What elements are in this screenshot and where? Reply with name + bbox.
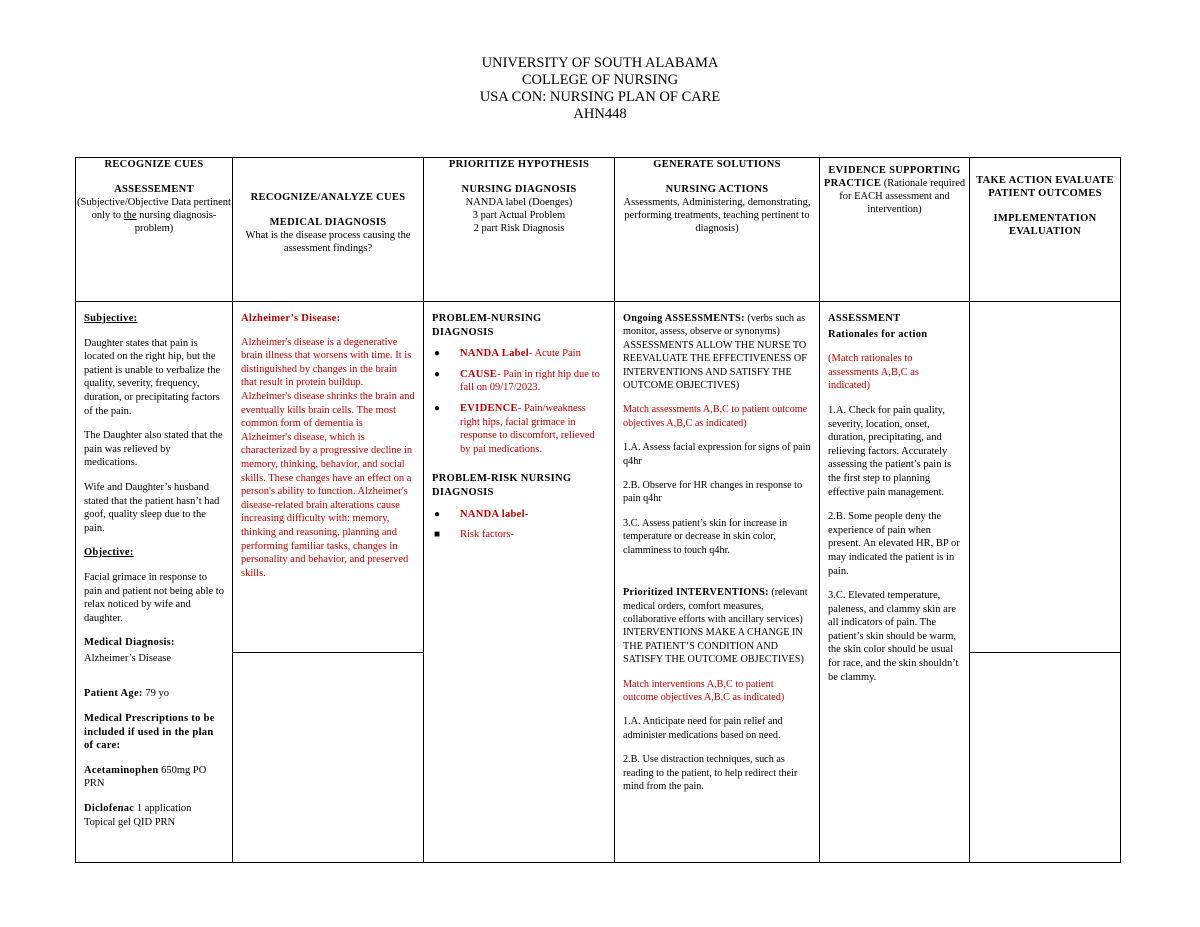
nursing-diagnosis-cell: [424, 302, 615, 863]
objective-label: Objective:: [84, 547, 134, 559]
list-item: ● NANDA Label- Acute Pain: [434, 348, 581, 360]
header-analyze-cues: RECOGNIZE/ANALYZE CUES MEDICAL DIAGNOSIS What is the disease process causing the assessment findings?: [233, 158, 424, 302]
bullet-icon: ●: [434, 368, 441, 380]
rationale-subheading: Rationales for action: [828, 328, 928, 340]
list-item: ● EVIDENCE- Pain/weakness right hips, facial grimace in response to discomfort, relieved by pai medications.: [434, 402, 595, 455]
objective-finding: Facial grimace in response to pain and patient not being able to relax noticed by wife and daughter.: [84, 571, 224, 624]
evaluation-cell-lower: [970, 653, 1121, 863]
medical-diagnosis-cell: [233, 302, 424, 653]
college-name: COLLEGE OF NURSING: [521, 72, 679, 88]
match-interventions-note: Match interventions A,B,C to patient outcome objectives A,B,C as indicated): [623, 678, 785, 703]
problem-diagnosis-list: [432, 347, 606, 456]
subjective-label: Subjective:: [84, 313, 138, 324]
medical-diagnosis-label: Medical Diagnosis:: [84, 637, 175, 649]
bullet-icon: ●: [434, 508, 441, 520]
disease-heading: Alzheimer’s Disease:: [241, 313, 341, 324]
subjective-finding: Daughter states that pain is located on the right hip, but the patient is unable to verbalize the quality, severity, frequency, duration, or precipitating factors of the pain.: [84, 337, 221, 417]
subjective-finding: The Daughter also stated that the pain was relieved by medications.: [84, 430, 223, 469]
intervention-item: 2.B. Use distraction techniques, such as reading to the patient, to help redirect their mind from the pain.: [623, 754, 798, 792]
bullet-icon: ●: [434, 402, 441, 414]
rationale-item: 1.A. Check for pain quality, severity, location, onset, duration, precipitating, and relieving factors. Accurately assessing the patient’s pain is the first step to planning effective pain management.: [828, 404, 952, 498]
medical-diagnosis-value: Alzheimer’s Disease: [84, 652, 171, 664]
assessment-cell: [76, 302, 233, 863]
list-item: ● CAUSE- Pain in right hip due to fall on 09/17/2023.: [434, 368, 600, 394]
document-header: [0, 55, 1200, 123]
prioritized-interventions: Prioritized INTERVENTIONS: (relevant medical orders, comfort measures, collaborative efforts with ancillary services) INTERVENTIONS MAKE A CHANGE IN THE PATIENT’S CONDITION AND SATISFY THE OUTCOME OBJECTIVES): [623, 587, 808, 666]
rationale-item: 3.C. Elevated temperature, paleness, and clammy skin are all indicators of pain. The patient’s skin should be warm, the skin color should be usual for race, and the skin shouldn’t be clammy.: [828, 590, 959, 683]
intervention-item: 1.A. Anticipate need for pain relief and administer medications based on need.: [623, 716, 783, 741]
prescription-item: Diclofenac 1 application Topical gel QID PRN: [84, 803, 192, 828]
header-generate-solutions: GENERATE SOLUTIONS NURSING ACTIONS Assessments, Administering, demonstrating, performing treatments, teaching pertinent to diagnosis): [615, 158, 820, 302]
evaluation-cell-upper: [970, 302, 1121, 653]
header-evidence-practice: EVIDENCE SUPPORTING PRACTICE (Rationale required for EACH assessment and intervention): [820, 158, 970, 302]
rationale-heading: ASSESSMENT: [828, 313, 901, 324]
nursing-actions-cell: [615, 302, 820, 863]
disease-description: Alzheimer's disease is a degenerative brain illness that worsens with time. It is distinguished by changes in the brain that result in protein buildup. Alzheimer's disease shrinks the brain and eventually kills brain cells. The most common form of dementia is Alzheimer's disease, which is characterized by a progressive decline in memory, thinking, behavior, and social skills. These changes have an effect on a person's ability to function. Alzheimer's disease-related brain alterations cause increasing difficulty with: memory, thinking and reasoning, planning and performing familiar tasks, changes in personality and behavior, and preserved skills.: [241, 336, 415, 579]
header-prioritize-hypothesis: PRIORITIZE HYPOTHESIS NURSING DIAGNOSIS NANDA label (Doenges) 3 part Actual Problem 2 part Risk Diagnosis: [424, 158, 615, 302]
bullet-icon: ■: [434, 529, 441, 541]
header-take-action: TAKE ACTION EVALUATE PATIENT OUTCOMES IMPLEMENTATION EVALUATION: [970, 158, 1121, 302]
medical-diagnosis-cell-lower: [233, 653, 424, 863]
assessment-item: 3.C. Assess patient’s skin for increase in temperature or decrease in skin color, clamminess to touch q4hr.: [623, 517, 788, 556]
body-row-1: [76, 302, 1121, 653]
list-item: ■ Risk factors-: [434, 529, 514, 541]
university-name: UNIVERSITY OF SOUTH ALABAMA: [481, 55, 719, 71]
risk-diagnosis-heading: PROBLEM-RISK NURSING DIAGNOSIS: [432, 473, 572, 498]
document-title: USA CON: NURSING PLAN OF CARE: [479, 89, 721, 105]
risk-diagnosis-list: [432, 508, 606, 542]
match-assessments-note: Match assessments A,B,C to patient outcome objectives A,B,C as indicated): [623, 404, 808, 429]
course-code: AHN448: [573, 106, 627, 122]
assessment-item: 2.B. Observe for HR changes in response to pain q4hr: [623, 480, 803, 505]
match-rationales-note: (Match rationales to assessments A,B,C as indicated): [828, 353, 920, 392]
list-item: ● NANDA label-: [434, 508, 529, 520]
assessment-item: 1.A. Assess facial expression for signs of pain q4hr: [623, 442, 811, 467]
subjective-finding: Wife and Daughter’s husband stated that the patient hasn’t had goof, quality sleep due to the pain.: [84, 481, 220, 534]
header-recognize-cues: RECOGNIZE CUES ASSESSEMENT (Subjective/Objective Data pertinent only to the nursing diagnosis-problem): [76, 158, 233, 302]
bullet-icon: ●: [434, 348, 441, 360]
patient-age: Patient Age: 79 yo: [84, 688, 169, 700]
evidence-cell: [820, 302, 970, 863]
problem-diagnosis-heading: PROBLEM-NURSING DIAGNOSIS: [432, 313, 542, 338]
care-plan-table: [75, 157, 1121, 863]
header-row: [76, 158, 1121, 302]
ongoing-assessments: Ongoing ASSESSMENTS: (verbs such as monitor, assess, observe or synonyms) ASSESSMENTS ALLOW THE NURSE TO REEVALUATE THE EFFECTIVENESS OF INTERVENTIONS AND SATISFY THE OUTCOME OBJECTIVES): [623, 313, 807, 392]
rationale-item: 2.B. Some people deny the experience of pain when present. An elevated HR, BP or may indicated the patient is in pain.: [828, 511, 960, 577]
prescriptions-label: Medical Prescriptions to be included if used in the plan of care:: [84, 713, 215, 752]
prescription-item: Acetaminophen 650mg PO PRN: [84, 764, 207, 790]
